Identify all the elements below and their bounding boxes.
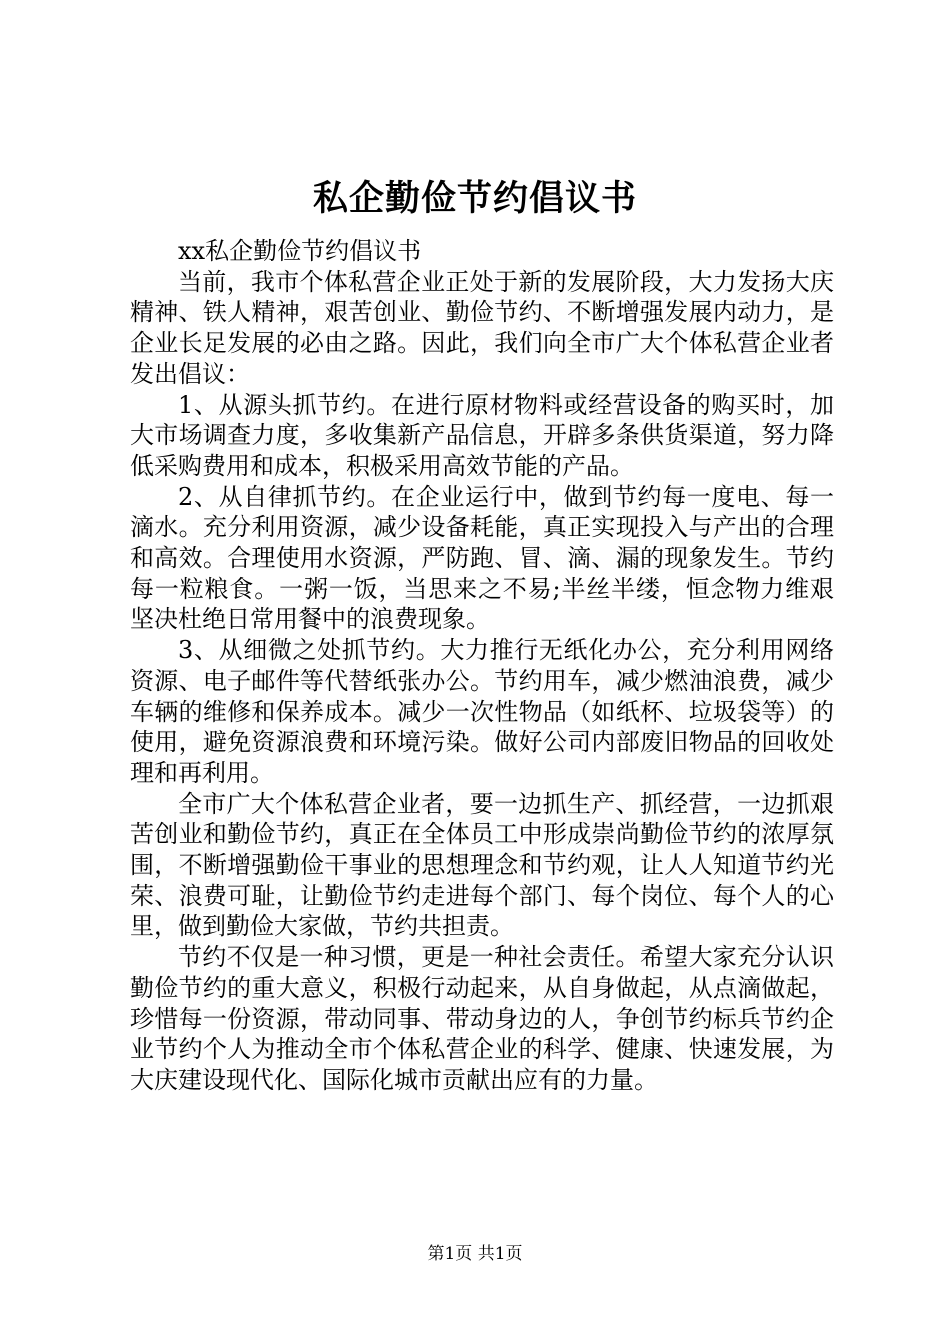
body-paragraph-intro: 当前，我市个体私营企业正处于新的发展阶段，大力发扬大庆精神、铁人精神，艰苦创业、勤俭节约、不断增强发展内动力，是企业长足发展的必由之路。因此，我们向全市广大个体私营企业者发出倡议：	[130, 267, 834, 388]
body-paragraph-closing: 节约不仅是一种习惯，更是一种社会责任。希望大家充分认识勤俭节约的重大意义，积极行动起来，从自身做起，从点滴做起，珍惜每一份资源，带动同事、带动身边的人，争创节约标兵节约企业节约个人为推动全市个体私营企业的科学、健康、快速发展，为大庆建设现代化、国际化城市贡献出应有的力量。	[130, 943, 834, 1094]
page-footer: 第1页 共1页	[427, 1244, 523, 1264]
body-paragraph-call: 全市广大个体私营企业者，要一边抓生产、抓经营，一边抓艰苦创业和勤俭节约，真正在全体员工中形成崇尚勤俭节约的浓厚氛围，不断增强勤俭干事业的思想理念和节约观，让人人知道节约光荣、浪费可耻，让勤俭节约走进每个部门、每个岗位、每个人的心里，做到勤俭大家做，节约共担责。	[130, 789, 834, 941]
body-paragraph-item-2: 2、从自律抓节约。在企业运行中，做到节约每一度电、每一滴水。充分利用资源，减少设备耗能，真正实现投入与产出的合理和高效。合理使用水资源，严防跑、冒、滴、漏的现象发生。节约每一粒粮食。一粥一饭，当思来之不易;半丝半缕，恒念物力维艰坚决杜绝日常用餐中的浪费现象。	[130, 482, 834, 634]
document-body	[130, 236, 834, 1096]
body-paragraph-item-3: 3、从细微之处抓节约。大力推行无纸化办公，充分利用网络资源、电子邮件等代替纸张办公。节约用车，减少燃油浪费，减少车辆的维修和保养成本。减少一次性物品（如纸杯、垃圾袋等）的使用，避免资源浪费和环境污染。做好公司内部废旧物品的回收处理和再利用。	[130, 636, 834, 787]
subtitle-line: xx私企勤俭节约倡议书	[178, 237, 422, 265]
body-paragraph-item-1: 1、从源头抓节约。在进行原材物料或经营设备的购买时，加大市场调查力度，多收集新产品信息，开辟多条供货渠道，努力降低采购费用和成本，积极采用高效节能的产品。	[130, 390, 834, 480]
document-title: 私企勤俭节约倡议书	[312, 178, 637, 219]
